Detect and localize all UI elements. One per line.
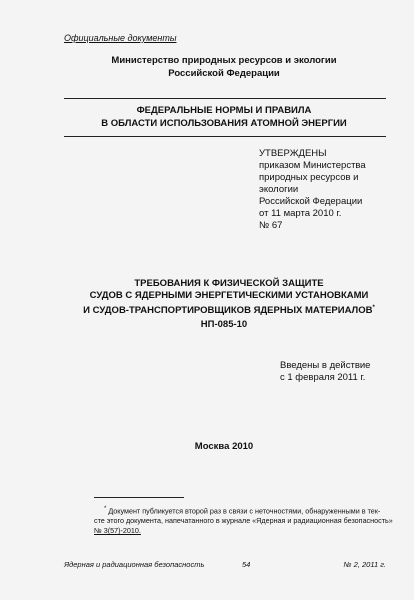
footnote-mark: *: [104, 506, 107, 512]
document-title-line-2: СУДОВ С ЯДЕРНЫМИ ЭНЕРГЕТИЧЕСКИМИ УСТАНОВКАМИ: [89, 290, 369, 301]
rules-title-line-2: В ОБЛАСТИ ИСПОЛЬЗОВАНИЯ АТОМНОЙ ЭНЕРГИИ: [101, 118, 347, 129]
approval-line: приказом Министерства: [259, 160, 366, 171]
footnote-rule: [94, 497, 184, 498]
footnote-marker: *: [372, 305, 375, 311]
footnote-text-1: Документ публикуется второй раз в связи с неточностями, обнаруженными в тек-: [106, 506, 381, 516]
approval-line: Российской Федерации: [259, 196, 363, 207]
footer-page-number: 54: [242, 560, 251, 569]
approval-block: [259, 148, 366, 232]
document-title-line-3: [64, 302, 394, 317]
top-rule: [64, 98, 386, 99]
approval-line: № 67: [259, 220, 283, 231]
approval-line: УТВЕРЖДЕНЫ: [259, 148, 327, 159]
approval-line: от 11 марта 2010 г.: [259, 208, 342, 219]
rules-title: [64, 104, 384, 130]
footer-issue: № 2, 2011 г.: [343, 560, 386, 569]
document-title-line-3-text: И СУДОВ-ТРАНСПОРТИРОВЩИКОВ ЯДЕРНЫХ МАТЕРИАЛОВ: [83, 305, 373, 317]
approval-line: природных ресурсов и: [259, 172, 359, 183]
footnote: [94, 504, 394, 536]
document-code: НП-085-10: [200, 319, 248, 330]
document-title: [64, 278, 394, 317]
approval-line: экологии: [259, 184, 299, 195]
document-title-line-1: ТРЕБОВАНИЯ К ФИЗИЧЕСКОЙ ЗАЩИТЕ: [134, 278, 324, 289]
effective-line-1: Введены в действие: [280, 360, 371, 371]
footnote-line-2: сте этого документа, напечатанного в журнале «Ядерная и радиационная безопасность»: [94, 516, 393, 526]
ministry-line-2: Российской Федерации: [168, 68, 280, 79]
footer-journal: Ядерная и радиационная безопасность: [64, 560, 205, 569]
footnote-line-3: № 3(57)-2010.: [94, 526, 141, 536]
rules-title-line-1: ФЕДЕРАЛЬНЫЕ НОРМЫ И ПРАВИЛА: [136, 105, 312, 116]
ministry-name: [64, 54, 384, 80]
effective-date: [280, 360, 370, 384]
footnote-line-1: [94, 504, 394, 516]
place-and-year: Москва 2010: [194, 441, 254, 452]
section-header: Официальные документы: [64, 33, 177, 43]
ministry-line-1: Министерство природных ресурсов и экологии: [111, 55, 337, 66]
bottom-rule: [64, 136, 386, 137]
effective-line-2: с 1 февраля 2011 г.: [280, 372, 366, 383]
